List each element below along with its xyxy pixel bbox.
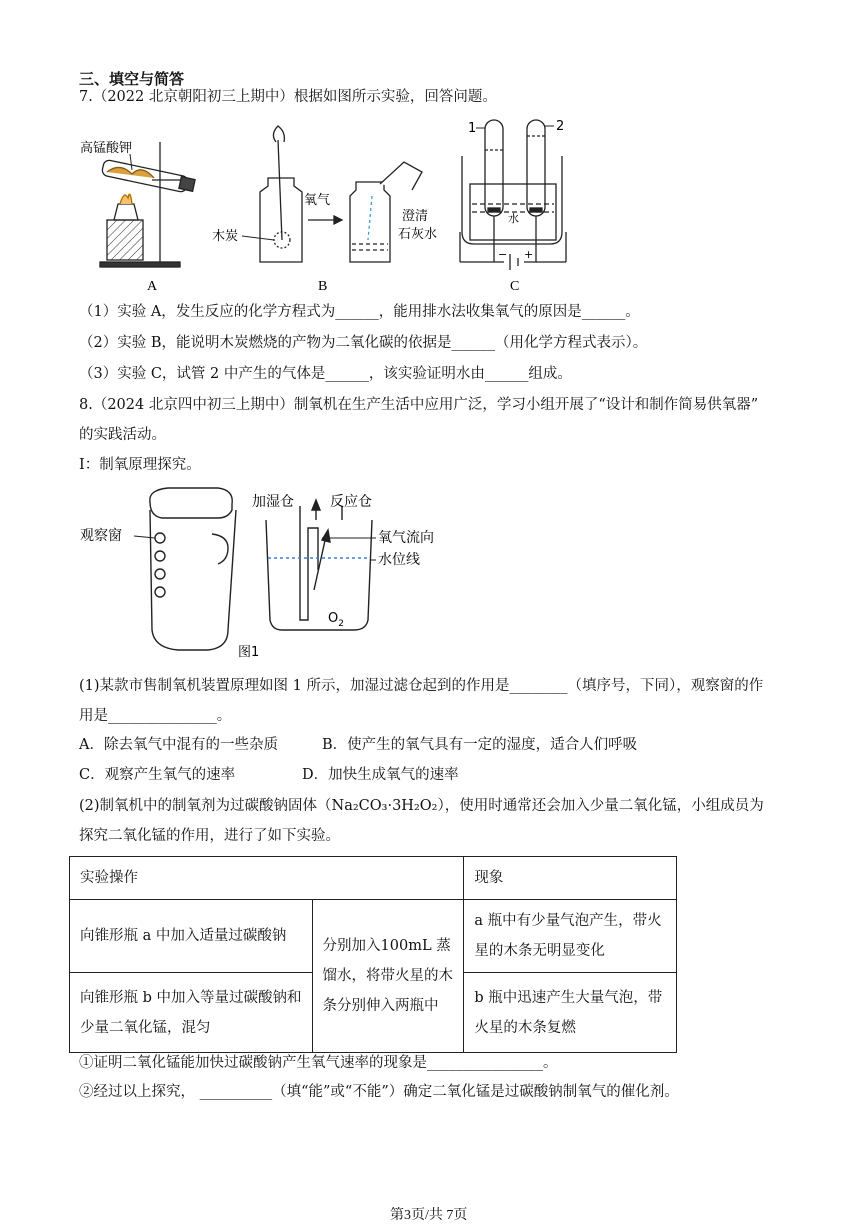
q7-sub3: （3）实验 C，试管 2 中产生的气体是______，该实验证明水由______组成。 <box>79 366 572 382</box>
label-tube2: 2 <box>556 119 565 134</box>
label-b: B <box>318 279 328 294</box>
q8-figure-1 <box>78 480 458 662</box>
label-c: C <box>510 279 520 294</box>
q8-part1-title: I：制氧原理探究。 <box>79 457 201 473</box>
label-humidifier: 加湿仓 <box>252 494 294 510</box>
experiment-c-apparatus <box>460 120 566 270</box>
label-charcoal: 木炭 <box>212 229 239 244</box>
label-a: A <box>147 279 158 294</box>
option-b: B．使产生的氧气具有一定的湿度，适合人们呼吸 <box>322 737 638 753</box>
table-row <box>70 900 677 973</box>
q8-question-1: ①证明二氧化锰能加快过碳酸钠产生氧气速率的现象是________________。 <box>79 1055 558 1071</box>
label-oxygen: 氧气 <box>304 193 331 208</box>
q7-sub1: （1）实验 A，发生反应的化学方程式为______，能用排水法收集氧气的原因是______。 <box>79 304 640 320</box>
q7-sub2: （2）实验 B，能说明木炭燃烧的产物为二氧化碳的依据是______（用化学方程式表示）。 <box>79 335 648 351</box>
q7-figure <box>72 112 592 294</box>
shared-operation: 分别加入100mL 蒸馏水，将带火星的木条分别伸入两瓶中 <box>312 900 464 1053</box>
label-o2: $O_2$ <box>328 611 344 629</box>
label-limewater-2: 石灰水 <box>398 227 438 242</box>
experiment-a-apparatus <box>100 142 195 267</box>
label-observation-window: 观察窗 <box>80 528 122 544</box>
table-header-row <box>70 857 677 900</box>
row-a-operation: 向锥形瓶 a 中加入适量过碳酸钠 <box>70 900 313 973</box>
option-c: C．观察产生氧气的速率 <box>79 767 236 783</box>
q8-question-2: ②经过以上探究， __________（填“能”或“不能”）确定二氧化锰是过碳酸钠制氧气的催化剂。 <box>79 1084 679 1100</box>
label-kmno4: 高锰酸钾 <box>80 141 133 156</box>
section-title: 三、填空与简答 <box>79 70 185 88</box>
label-tube1: 1 <box>468 121 477 136</box>
header-operation: 实验操作 <box>70 857 464 900</box>
humidifier-reaction-chamber <box>266 500 372 630</box>
q7-stem: 7.（2022 北京朝阳初三上期中）根据如图所示实验，回答问题。 <box>79 89 497 105</box>
q8-p1-line2: 用是_______________。 <box>79 708 232 724</box>
label-water-line: 水位线 <box>378 552 420 568</box>
label-limewater-1: 澄清 <box>402 209 429 224</box>
row-a-phenomenon: a 瓶中有少量气泡产生，带火星的木条无明显变化 <box>464 900 677 973</box>
row-b-phenomenon: b 瓶中迅速产生大量气泡，带火星的木条复燃 <box>464 973 677 1053</box>
q8-stem-line2: 的实践活动。 <box>79 427 166 443</box>
q8-p2-line2: 探究二氧化锰的作用，进行了如下实验。 <box>79 828 340 844</box>
q8-stem-line1: 8.（2024 北京四中初三上期中）制氧机在生产生活中应用广泛，学习小组开展了“设计和制作简易供氧器” <box>79 397 759 413</box>
label-minus: − <box>498 248 508 261</box>
q8-p2-line1: (2)制氧机中的制氧剂为过碳酸钠固体（Na₂CO₃·3H₂O₂），使用时通常还会加入少量二氧化锰，小组成员为 <box>79 798 764 814</box>
label-plus: + <box>524 248 534 261</box>
header-phenomenon: 现象 <box>464 857 677 900</box>
q8-p1-line1: (1)某款市售制氧机装置原理如图 1 所示，加湿过滤仓起到的作用是________（填序号，下同），观察窗的作 <box>79 678 764 694</box>
page-number: 第3页/共 7页 <box>390 1208 468 1223</box>
label-oxygen-flow: 氧气流向 <box>378 530 434 546</box>
option-d: D．加快生成氧气的速率 <box>302 767 459 783</box>
label-reaction-chamber: 反应仓 <box>330 494 372 510</box>
row-b-operation: 向锥形瓶 b 中加入等量过碳酸钠和少量二氧化锰，混匀 <box>70 973 313 1053</box>
experiment-table <box>69 856 677 1053</box>
label-water: 水 <box>508 212 519 225</box>
option-a: A．除去氧气中混有的一些杂质 <box>79 737 278 753</box>
figure-caption: 图1 <box>238 645 260 660</box>
oxygen-generator-device <box>150 488 236 650</box>
